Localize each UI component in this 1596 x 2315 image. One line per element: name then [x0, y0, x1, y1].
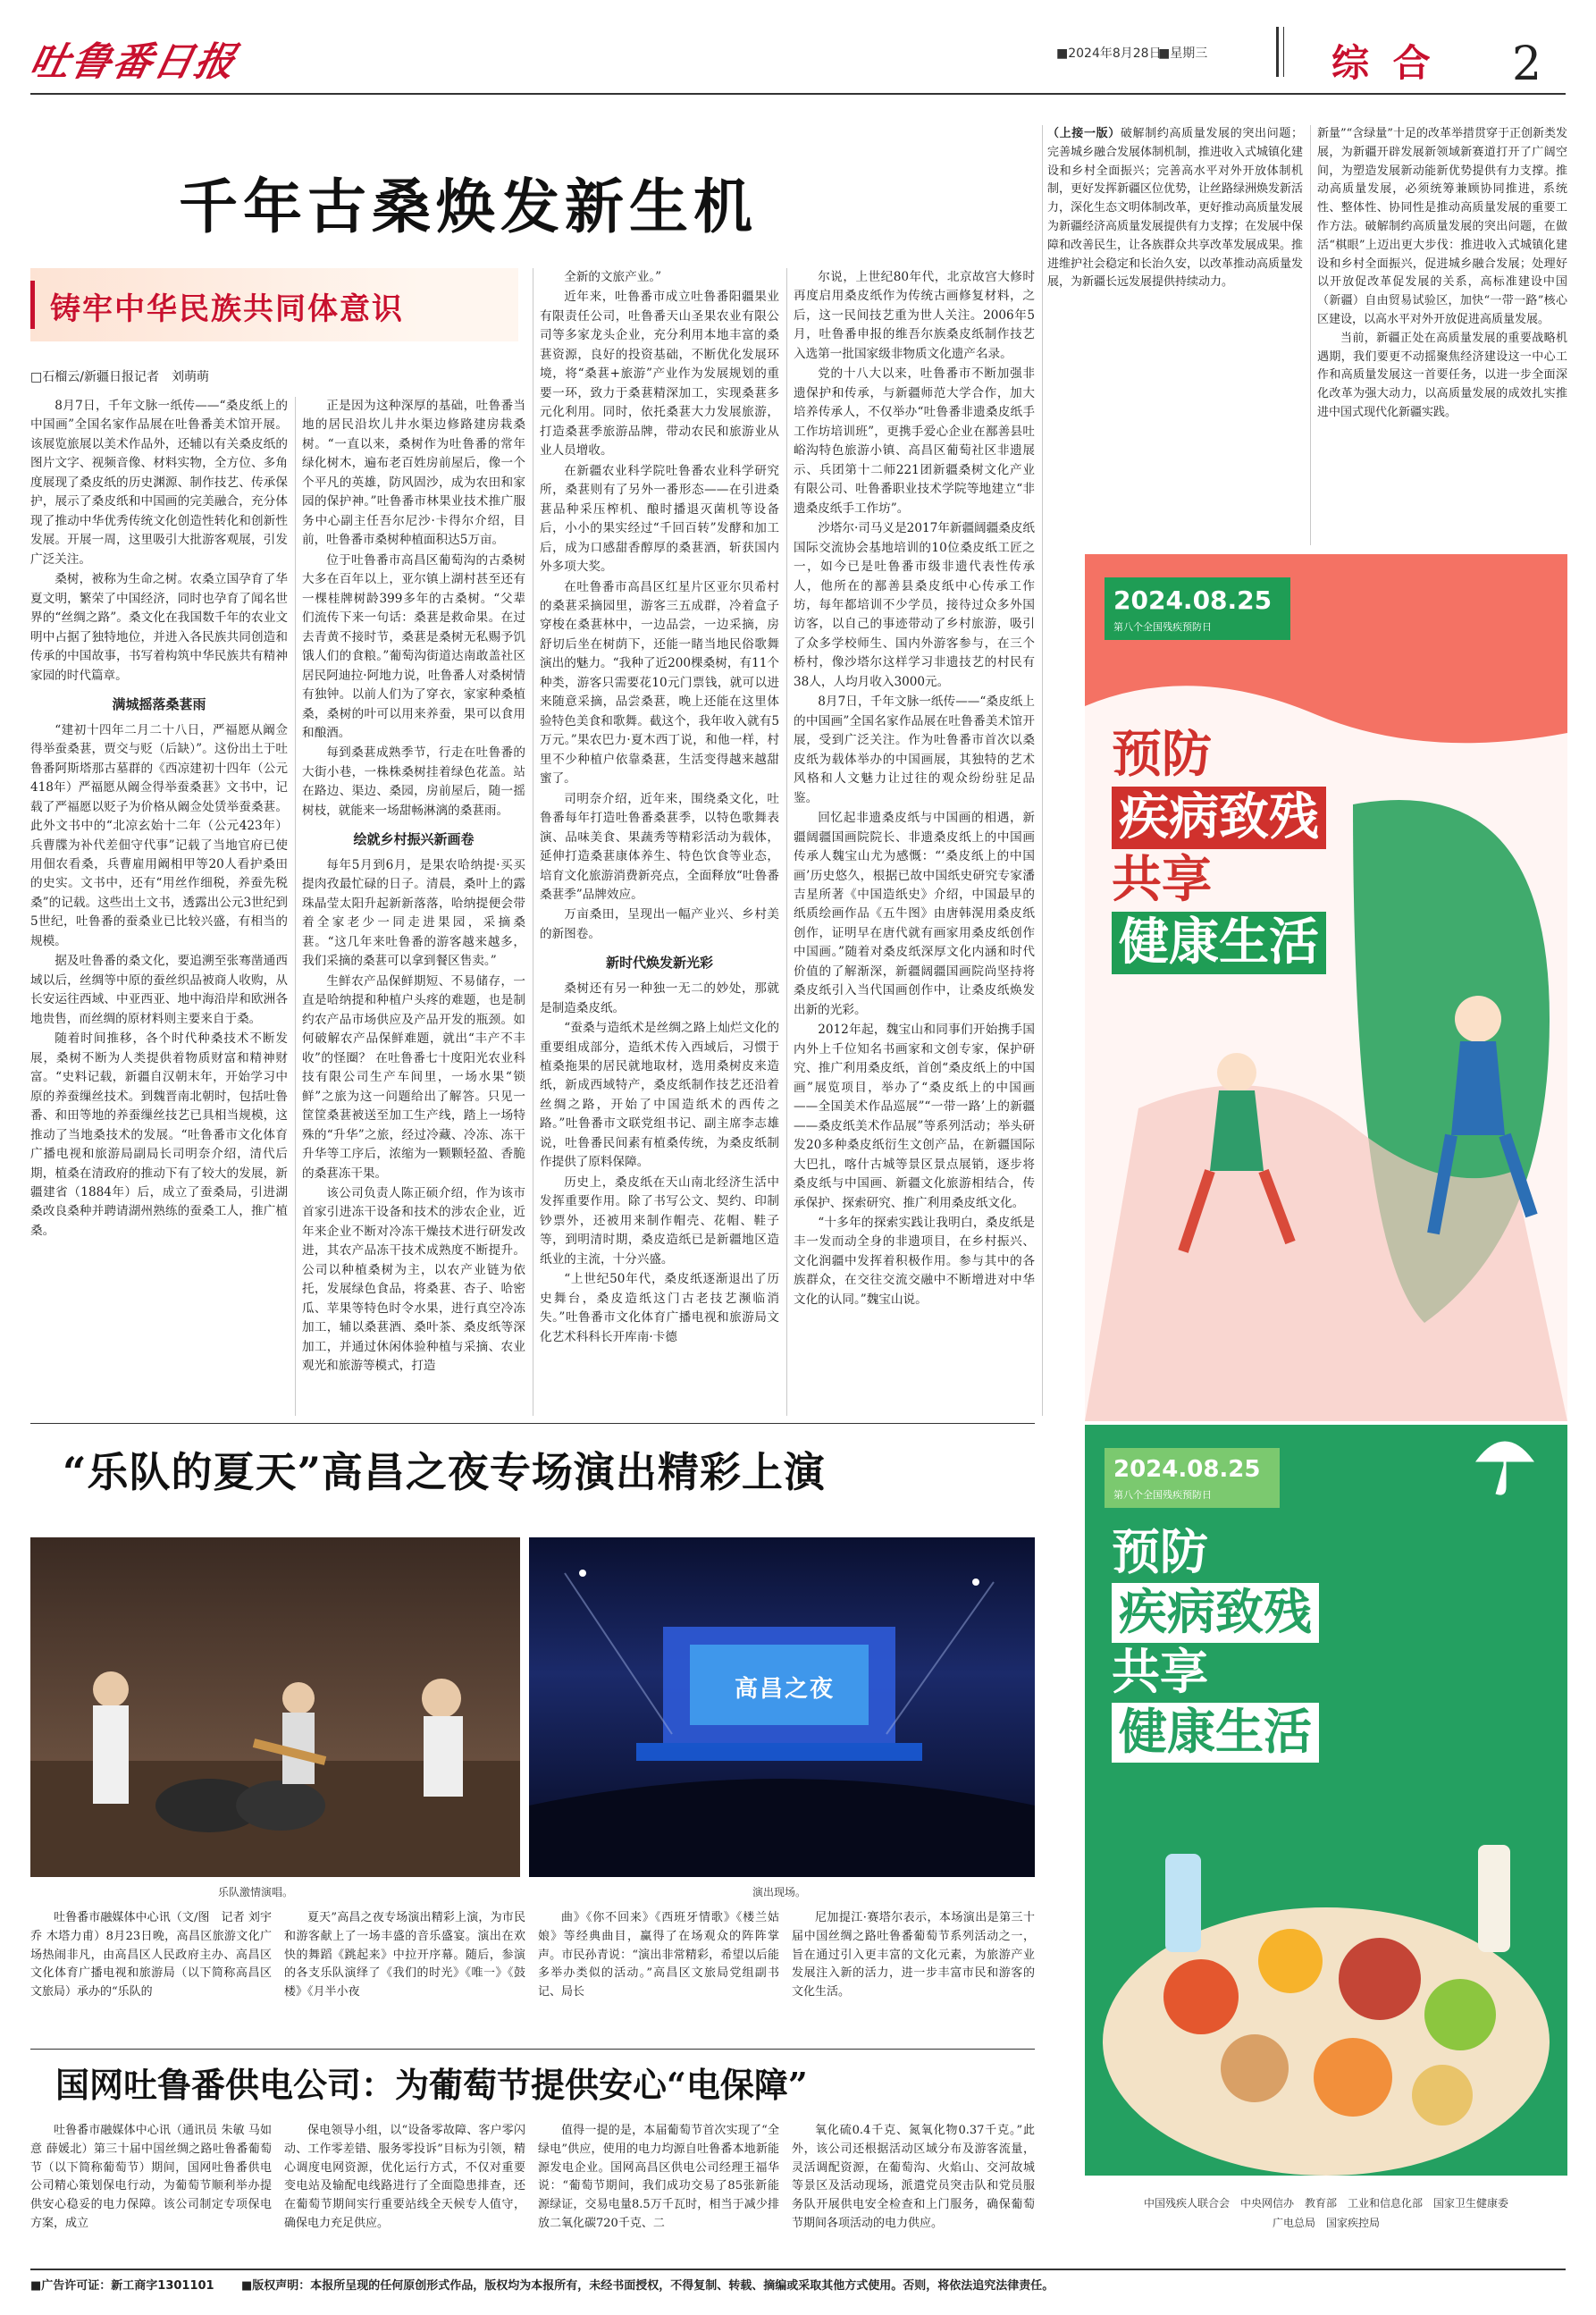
paragraph: 每到桑葚成熟季节，行走在吐鲁番的大街小巷，一株株桑树挂着绿色花盖。站在路边、渠边、桑园，房前屋后，随一摇树枝，就能来一场甜畅淋漓的桑葚雨。 [302, 745, 525, 818]
ad2-line4: 健康生活 [1112, 1703, 1319, 1763]
banner-red-bar [30, 281, 35, 329]
ad1-line1: 预防 [1112, 726, 1212, 784]
story3-column-2: 保电领导小组，以“设备零故障、客户零闪动、工作零差错、服务零投诉”目标为引领，精心调度电网资源，优化运行方式，不仅对重要变电站及输配电线路进行了全面隐患排查，还在葡萄节期间实行重要站线全天候专人值守，确保电力充足供应。 [284, 2124, 525, 2230]
ad2-line1: 预防 [1112, 1524, 1208, 1580]
stage-photo [529, 1537, 1035, 1877]
paragraph: 随着时间推移，各个时代种桑技术不断发展，桑树不断为人类提供着物质财富和精神财富。“史料记载，新疆自汉朝末年，开始学习中原的养蚕缫丝技术。到魏晋南北朝时，包括吐鲁番、和田等地的养蚕缫丝技艺已具相当规模，这推动了当地桑技术的发展。“吐鲁番市文化体育广播电视和旅游局副局长司明奈介绍，清代后期，植桑在清政府的推动下有了较大的发展，新疆建省（1884年）后，成立了蚕桑局，引进湖桑改良桑种并聘请湖州熟练的蚕桑工人，推广植桑。 [30, 1031, 288, 1238]
masthead-divider [1276, 27, 1279, 77]
band-photo-caption: 乐队激情演唱。 [218, 1886, 294, 1898]
column-divider [786, 268, 787, 1416]
paragraph: 万亩桑田，呈现出一幅产业兴、乡村美的新图卷。 [540, 907, 779, 941]
paragraph: 每年5月到6月，是果农哈纳提·买买提肉孜最忙碌的日子。清晨，桑叶上的露珠晶莹太阳升起新新落落，哈纳提便会带着全家老少一同走进果园，采摘桑葚。“这几年来吐鲁番的游客越来越多，我们采摘的桑葚可以拿到餐区售卖。” [302, 858, 525, 969]
story2-headline: “乐队的夏天”高昌之夜专场演出精彩上演 [63, 1448, 826, 1496]
paragraph: “十多年的探索实践让我明白，桑皮纸是丰一发而动全身的非遗项目，在乡村振兴、文化润疆中发挥着积极作用。参与其中的各族群众，在交往交流交融中不断增进对中华文化的认同。”魏宝山说。 [794, 1215, 1035, 1307]
sidebar-column-1 [1047, 125, 1303, 545]
ad2-slogan [1112, 1523, 1319, 1763]
paragraph: 正是因为这种深厚的基础，吐鲁番当地的居民沿坎儿井水渠边修路建房栽桑树。“一直以来，桑树作为吐鲁番的常年绿化树木，遍布老百姓房前屋后，像一个个平凡的英雄，防风固沙，成为农田和家园的保护神。”吐鲁番市林果业技术推广服务中心副主任吾尔尼沙·卡得尔介绍，目前，吐鲁番市桑树种植面积达5万亩。 [302, 399, 525, 548]
paragraph: 8月7日，千年文脉一纸传——“桑皮纸上的中国画”全国名家作品展在吐鲁番美术馆开展。该展览旅展以美术作品外，还辅以有关桑皮纸的图片文字、视频音像、材料实物，全方位、多角度展现了桑皮纸的历史渊源、制作技艺、传承保护，展示了桑皮纸和中国画的完美融合，充分体现了推动中华优秀传统文化创造性转化和创新性发展。开展一周，这里吸引大批游客观展，引发广泛关注。 [30, 399, 288, 567]
section-rule [30, 2049, 1035, 2050]
story2-column-4: 尼加提江·赛塔尔表示，本场演出是第三十届中国丝绸之路吐鲁番葡萄节系列活动之一，旨在通过引入更丰富的文化元素，为旅游产业发展注入新的活力，进一步丰富市民和游客的文化生活。 [792, 1911, 1035, 1999]
subheading: 满城摇落桑葚雨 [112, 696, 206, 713]
paragraph: “建初十四年二月二十八日，严福愿从阚佥得举蚕桑葚，贾交与贬（后缺）”。这份出土于吐鲁番阿斯塔那古墓群的《西凉建初十四年（公元418年）严福愿从阚佥得举蚕桑葚》文书中，记载了严福愿以贬子为价格从阚佥处赁举蚕桑葚。此外文书中的“北凉玄始十二年（公元423年）兵曹牒为补代差佃守代事”记载了当地官府已使用佃农看桑，兵曹雇用阚相甲等20人看护桑田的史实。文书中，还有“用丝作细税，养蚕先税桑”的记载。这些出土文书，透露出公元3世纪到5世纪，吐鲁番的蚕桑业已比较兴盛，有相当的规模。 [30, 722, 288, 948]
paragraph: 在新疆农业科学院吐鲁番农业科学研究所，桑葚则有了另外一番形态——在引进桑葚品种采压榨机、酿时播退灭菌机等设备后，小小的果实经过“千回百转”发酵和加工后，成为口感甜香醇厚的桑葚酒，斩获国内外多项大奖。 [540, 463, 779, 575]
paragraph: 党的十八大以来，吐鲁番市不断加强非遗保护和传承，与新疆师范大学合作，加大培养传承人，不仅举办“吐鲁番非遗桑皮纸手工作坊培训班”，更携手爱心企业在鄯善县吐峪沟特色旅游小镇、高昌区葡萄社区非遗展示、兵团第十二师221团新疆桑树文化产业有限公司、吐鲁番职业技术学院等地建立“非遗桑皮纸手工作坊”。 [794, 366, 1035, 516]
section-rule [30, 1423, 1035, 1424]
ad1-line3: 共享 [1112, 851, 1212, 909]
footer-rule [30, 2269, 1566, 2270]
subheading: 绘就乡村振兴新画卷 [353, 831, 475, 848]
ad2-date-badge [1105, 1448, 1280, 1508]
paragraph: 桑树还有另一种独一无二的妙处，那就是制造桑皮纸。 [540, 981, 779, 1015]
story2-column-3: 曲》《你不回来》《西班牙情歌》《楼兰姑娘》等经典曲目，赢得了在场观众的阵阵掌声。市民孙青说：“演出非常精彩，希望以后能多举办类似的活动。”高昌区文旅局党组副书记、局长 [538, 1911, 779, 1999]
story3-column-3: 值得一提的是，本届葡萄节首次实现了“全绿电”供应，使用的电力均源自吐鲁番本地新能源发电企业。国网高昌区供电公司经理王福华说：“葡萄节期间，我们成功交易了85张新能源绿证，交易电量8.5万千瓦时，相当于减少排放二氧化碳720千克、二 [538, 2124, 779, 2230]
ad1-line2: 疾病致残 [1112, 787, 1326, 849]
ad1-subtitle: 第八个全国残疾预防日 [1113, 621, 1212, 634]
ad2-date: 2024.08.25 [1113, 1456, 1261, 1483]
page-number: 2 [1512, 38, 1542, 91]
ad2-sponsors: 中国残疾人联合会 中央网信办 教育部 工业和信息化部 国家卫生健康委 [1143, 2197, 1508, 2210]
story1-headline: 千年古桑焕发新生机 [179, 172, 758, 241]
paragraph: 8月7日，千年文脉一纸传——“桑皮纸上的中国画”全国名家作品展在吐鲁番美术馆开展，受到广泛关注。作为吐鲁番市首次以桑皮纸为载体举办的中国画展，其独特的艺术风格和人文魅力让过往的观众纷纷驻足品鉴。 [794, 694, 1035, 805]
copyright-notice: ■版权声明：本报所呈现的任何原创形式作品，版权均为本报所有，未经书面授权，不得复制、转载、摘编或采取其他方式使用。否则，将依法追究法律责任。 [241, 2279, 1054, 2293]
paragraph: 在吐鲁番市高昌区红星片区亚尔贝希村的桑葚采摘园里，游客三五成群，冷着盒子穿梭在桑葚林中，一边品尝，一边采摘，房舒切后坐在树荫下，还能一睹当地民俗歌舞演出的魅力。“我种了近200棵桑树，有11个种类，游客只需要花10元门票钱，就可以进来随意采摘，品尝桑葚，晚上还能在这里体验特色美食和歌舞。截这个，我年收入就有5万元。”果农巴力·夏木西丁说，和他一样，村里不少种植户依靠桑葚，生活变得越来越甜蜜了。 [540, 579, 779, 787]
column-divider [295, 397, 296, 1416]
ad-license: ■广告许可证：新工商字1301101 [30, 2279, 214, 2293]
paragraph: 2012年起，魏宝山和同事们开始携手国内外上千位知名书画家和文创专家，保护研究、推广利用桑皮纸，首创“桑皮纸上的中国画”展览项目，举办了“桑皮纸上的中国画——全国美术作品巡展”“一带一路’上的新疆——桑皮纸美术作品展”等系列活动；举头研发20多种桑皮纸衍生文创产品，在新疆国际大巴扎，喀什古城等景区景点展销，逐步将桑皮纸与中国画、新疆文化旅游相结合，传承保护、探索研究、推广利用桑皮纸文化。 [794, 1023, 1035, 1210]
paragraph: 该公司负责人陈正硕介绍，作为该市首家引进冻干设备和技术的涉农企业，近年来企业不断对冷冻干燥技术进行研发改进，其农产品冻干技术成熟度不断提升。公司以种植桑树为主，以农产业链为依托，发展绿色食品，将桑葚、杏子、哈密瓜、苹果等特色时令水果，进行真空冷冻加工，辅以桑葚酒、桑叶茶、桑皮纸等深加工，并通过休闲体验种植与采摘、农业观光和旅游等模式，打造 [302, 1185, 525, 1374]
paragraph: 生鲜农产品保鲜期短、不易储存，一直是哈纳提和种植户头疼的难题，也是制约农产品市场供应及产品开发的瓶颈。如何破解农产品保鲜难题，就出“丰产不丰收”的怪圈？ 在吐鲁番七十度阳光农业科技有限公司生产车间里，一场水果“锁鲜”之旅为这一问题给出了解答。只见一筐筐桑葚被送至加工生产线，踏上一场特殊的“升华”之旅，经过冷藏、冷冻、冻干升华等工序后，浓缩为一颗颗轻盈、香脆的桑葚冻干果。 [302, 973, 525, 1181]
story1-column-1 [30, 397, 288, 1416]
ad2-subtitle: 第八个全国残疾预防日 [1113, 1489, 1212, 1502]
story3-headline: 国网吐鲁番供电公司：为葡萄节提供安心“电保障” [55, 2065, 808, 2105]
disability-prevention-ad-1 [1085, 554, 1567, 1421]
column-divider [1310, 125, 1311, 545]
issue-weekday: ■星期三 [1158, 46, 1208, 61]
ad2-sponsors-2: 广电总局 国家疾控局 [1272, 2217, 1380, 2229]
story2-column-2: 夏天”高昌之夜专场演出精彩上演，为市民和游客献上了一场丰盛的音乐盛宴。演出在欢快的舞蹈《跳起来》中拉开序幕。随后，参演的各支乐队演绎了《我们的时光》《唯一》《鼓楼》《月半小夜 [284, 1911, 525, 1999]
ad2-line2: 疾病致残 [1112, 1583, 1319, 1643]
story3-column-1: 吐鲁番市融媒体中心讯（通讯员 朱敏 马如意 薛媛北）第三十届中国丝绸之路吐鲁番葡萄节（以下简称葡萄节）期间，国网吐鲁番供电公司精心策划保电行动，为葡萄节顺利举办提供安心稳妥的电力保障。该公司制定专项保电方案，成立 [30, 2124, 272, 2230]
subheading: 新时代焕发新光彩 [605, 955, 713, 972]
paragraph: 司明奈介绍，近年来，围绕桑文化，吐鲁番每年打造吐鲁番桑葚季，以特色歌舞表演、品味美食、果蔬秀等精彩活动为载体，延伸打造桑葚康体养生、特色饮食等业态，培育文化旅游消费新亮点，全面释放“吐鲁番桑葚季”品牌效应。 [540, 791, 779, 902]
sidebar-text: 新量”“含绿量”十足的改革举措贯穿于正创新类发展，为新疆开辟发展新领域新赛道打开了广阔空间，为塑造发展新动能新优势提供有力支撑。推动高质量发展，必须统筹兼顾协同推进，系统性、整体性、协同性是推动高质量发展的重要工作方法。破解制约高质量发展的突出问题，在做活“棋眼”上迈出更大步伐：推进收入式城镇化建设和乡村全面振兴，促进城乡融合发展；处理好以开放促改革促发展的关系，高标准建设中国（新疆）自由贸易试验区，加快“一带一路”核心区建设，以高水平对外开放促进高质量发展。 [1317, 127, 1567, 326]
ad1-date: 2024.08.25 [1113, 585, 1273, 615]
masthead-divider-thin [1283, 27, 1284, 77]
ad2-line3: 共享 [1112, 1643, 1208, 1700]
paragraph: “蚕桑与造纸术是丝绸之路上灿烂文化的重要组成部分，造纸术传入西域后，习惯于植桑拖果的居民就地取材，选用桑树皮来造纸，新成西域特产，桑皮纸制作技艺还沿着丝绸之路，开始了中国造纸术的西传之路。”吐鲁番市文联党组书记、副主席李志雄说，吐鲁番民间素有植桑传统，为桑皮纸制作提供了原料保障。 [540, 1021, 779, 1170]
ad1-slogan [1112, 724, 1326, 974]
band-photo-illustration [30, 1537, 520, 1877]
story1-column-2 [302, 397, 525, 1416]
paragraph: 全新的文旅产业。” [564, 270, 662, 284]
story1-column-4 [794, 268, 1035, 1416]
ad1-date-badge [1105, 577, 1290, 640]
column-banner [30, 268, 518, 341]
ad1-line4: 健康生活 [1112, 912, 1326, 974]
paragraph: 历史上，桑皮纸在天山南北经济生活中发挥重要作用。除了书写公文、契约、印制钞票外，还被用来制作帽壳、花帽、鞋子等，到明清时期，桑皮造纸已是新疆地区造纸业的主流，十分兴盛。 [540, 1174, 779, 1267]
issue-date: ■2024年8月28日 [1056, 46, 1162, 61]
paragraph: 据及吐鲁番的桑文化，要追溯至张骞凿通西域以后，丝绸等中原的蚕丝织品被商人收购，从长安运往西域、中亚西亚、地中海沿岸和欧洲各地贵售，而丝绸的原材料则主要来自于桑。 [30, 954, 288, 1026]
masthead-rule [30, 93, 1566, 95]
paragraph: 近年来，吐鲁番市成立吐鲁番阳疆果业有限责任公司，吐鲁番天山圣果农业有限公司等多家龙头企业，充分利用本地丰富的桑葚资源，良好的投资基础，不断优化发展环境，将“桑葚+旅游”产业作为发展规划的重要一环，致力于桑葚精深加工，实现桑葚多元化利用。同时，依托桑葚大力发展旅游，打造桑葚季旅游品牌，带动农民和旅游业从业人员增收。 [540, 290, 779, 459]
sidebar-lead: （上接一版） [1047, 127, 1121, 140]
column-divider [1042, 125, 1043, 1416]
story1-column-3 [540, 268, 779, 1416]
stage-screen-text: 高昌之夜 [735, 1676, 836, 1703]
paper-name-logo: 吐鲁番日报 [25, 39, 241, 85]
paragraph: “上世纪50年代，桑皮纸逐渐退出了历史舞台，桑皮造纸这门古老技艺濒临消失。”吐鲁番市文化体育广播电视和旅游局文化艺术科科长开库南·卡德 [540, 1272, 779, 1344]
section-name: 综 合 [1331, 41, 1436, 85]
stage-photo-caption: 演出现场。 [752, 1886, 807, 1898]
band-photo [30, 1537, 520, 1877]
sidebar-column-2 [1317, 125, 1567, 545]
paragraph: 尔说，上世纪80年代，北京故宫大修时再度启用桑皮纸作为传统古画修复材料，之后，这一民间技艺重为世人关注。2006年5月，吐鲁番申报的维吾尔族桑皮纸制作技艺入选第一批国家级非物质文化遗产名录。 [794, 270, 1035, 361]
story2-column-1: 吐鲁番市融媒体中心讯（文/图 记者 刘宇乔 木塔力甫）8月23日晚，高昌区旅游文化广场热闹非凡，由高昌区人民政府主办、高昌区文化体育广播电视和旅游局（以下简称高昌区文旅局）承办的“乐队的 [30, 1911, 272, 1999]
sidebar-text: 破解制约高质量发展的突出问题；完善城乡融合发展体制机制，推进收入式城镇化建设和乡村全面振兴；完善高水平对外开放体制机制，更好发挥新疆区位优势，让丝路绿洲焕发新活力，深化生态文明体制改革，更好推动高质量发展为新疆经济高质量发展提供有力支撑；在发展中保障和改善民生，让各族群众共享改革发展成果。推进维护社会稳定和长治久安，以改革推动高质量发展，为新疆长远发展提供持续动力。 [1047, 127, 1303, 290]
masthead [0, 0, 1596, 98]
column-tag: 铸牢中华民族共同体意识 [50, 291, 404, 327]
story3-column-4: 氧化硫0.4千克、氮氧化物0.37千克。”此外，该公司还根据活动区域分布及游客流量，灵活调配资源，在葡萄沟、火焰山、交河故城等景区及活动现场，派遣党员突击队和党员服务队开展供电安全检查和上门服务，确保葡萄节期间各项活动的电力供应。 [792, 2124, 1035, 2230]
paragraph: 桑树，被称为生命之树。农桑立国孕育了华夏文明，繁荣了中国经济，同时也孕育了闻名世界的“丝绸之路”。桑文化在我国数千年的农业文明中占据了独特地位，并进入各民族共同创造和传承的中国故事，书写着构筑中华民族共有精神家园的时代篇章。 [30, 572, 288, 683]
sidebar-text: 当前，新疆正处在高质量发展的重要战略机遇期，我们要更不动摇聚焦经济建设这一中心工作和高质量发展这一首要任务，以进一步全面深化改革为强大动力，以高质量发展的成效扎实推进中国式现代化新疆实践。 [1317, 331, 1567, 419]
story1-byline: □石榴云/新疆日报记者 刘萌萌 [30, 370, 209, 384]
ad-illustration [1085, 554, 1567, 1421]
paragraph: 沙塔尔·司马义是2017年新疆阔疆桑皮纸国际交流协会基地培训的10位桑皮纸工匠之一，如今已是吐鲁番市级非遗代表性传承人，他所在的鄯善县桑皮纸中心传承工作坊，每年都培训不少学员，接待过众多外国访客，以自己的事迹带动了乡村旅游，吸引了众多学校师生、国内外游客参与，在三个桥村，像沙塔尔这样学习非遗技艺的村民有38人，人均月收入3000元。 [794, 521, 1035, 689]
disability-prevention-ad-2 [1085, 1425, 1567, 2265]
paragraph: 位于吐鲁番市高昌区葡萄沟的古桑树大多在百年以上，亚尔镇上湖村甚至还有一棵桂牌树龄399多年的古桑树。“父辈们流传下来一句话：桑葚是救命果。在过去青黄不接时节，桑葚是桑树无私赐予饥饿人们的食粮。”葡萄沟街道达南敢盖社区居民阿迪拉·阿地力说，吐鲁番人对桑树情有独钟。以前人们为了穿衣，家家种桑植桑，桑树的叶可以用来养蚕，果可以食用和酿酒。 [302, 552, 525, 740]
paragraph: 回忆起非遗桑皮纸与中国画的相遇，新疆阔疆国画院院长、非遗桑皮纸上的中国画传承人魏宝山尤为感慨：“‘桑皮纸上的中国画’历史悠久，根据已故中国纸史研究专家潘吉星所著《中国造纸史》介绍，中国最早的纸质绘画作品《五牛图》由唐韩滉用桑皮纸创作，证明早在唐代就有画家用桑皮纸创作中国画。”随着对桑皮纸深厚文化内涵和时代价值的了解渐深，新疆阔疆国画院尚坚持将桑皮纸引入当代国画创作中，让桑皮纸焕发出新的光彩。 [794, 811, 1035, 1017]
